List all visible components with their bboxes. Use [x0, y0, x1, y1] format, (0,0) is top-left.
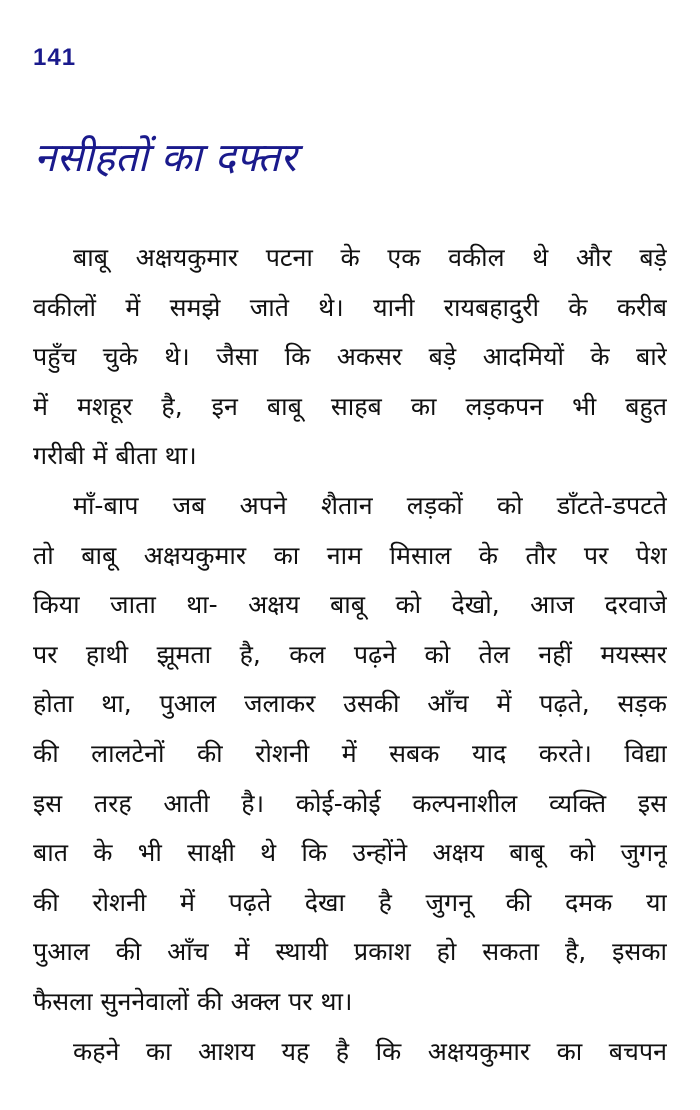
- text-line: माँ-बाप जब अपने शैतान लड़कों को डाँटते-डपटते: [73, 490, 667, 520]
- text-line: की लालटेनों की रोशनी में सबक याद करते। विद्या: [33, 738, 667, 768]
- chapter-title: नसीहतों का दफ्तर: [34, 135, 297, 181]
- text-line: में मशहूर है, इन बाबू साहब का लड़कपन भी बहुत: [33, 391, 667, 421]
- page-number: 141: [33, 44, 77, 71]
- text-line: गरीबी में बीता था।: [33, 441, 197, 471]
- text-line: पर हाथी झूमता है, कल पढ़ने को तेल नहीं मयस्सर: [33, 639, 667, 669]
- paragraph: [33, 481, 667, 1027]
- text-line: किया जाता था- अक्षय बाबू को देखो, आज दरवाजे: [33, 590, 667, 620]
- text-line: की रोशनी में पढ़ते देखा है जुगनू की दमक या: [33, 887, 667, 917]
- text-line: तो बाबू अक्षयकुमार का नाम मिसाल के तौर पर पेश: [33, 540, 667, 570]
- body-text: [33, 233, 667, 1076]
- text-line: बात के भी साक्षी थे कि उन्होंने अक्षय बाबू को जुगनू: [33, 838, 667, 868]
- text-line: फैसला सुननेवालों की अक्ल पर था।: [33, 986, 353, 1016]
- paragraph: [33, 1027, 667, 1077]
- text-line: पुआल की आँच में स्थायी प्रकाश हो सकता है, इसका: [33, 937, 667, 967]
- text-line: वकीलों में समझे जाते थे। यानी रायबहादुरी के करीब: [33, 292, 667, 322]
- text-line: इस तरह आती है। कोई-कोई कल्पनाशील व्यक्ति इस: [33, 788, 667, 818]
- text-line: बाबू अक्षयकुमार पटना के एक वकील थे और बड़े: [73, 243, 667, 272]
- text-line: पहुँच चुके थे। जैसा कि अकसर बड़े आदमियों के बारे: [33, 342, 667, 372]
- text-line: कहने का आशय यह है कि अक्षयकुमार का बचपन: [73, 1036, 667, 1066]
- paragraph: [33, 233, 667, 481]
- text-line: होता था, पुआल जलाकर उसकी आँच में पढ़ते, सड़क: [33, 689, 667, 719]
